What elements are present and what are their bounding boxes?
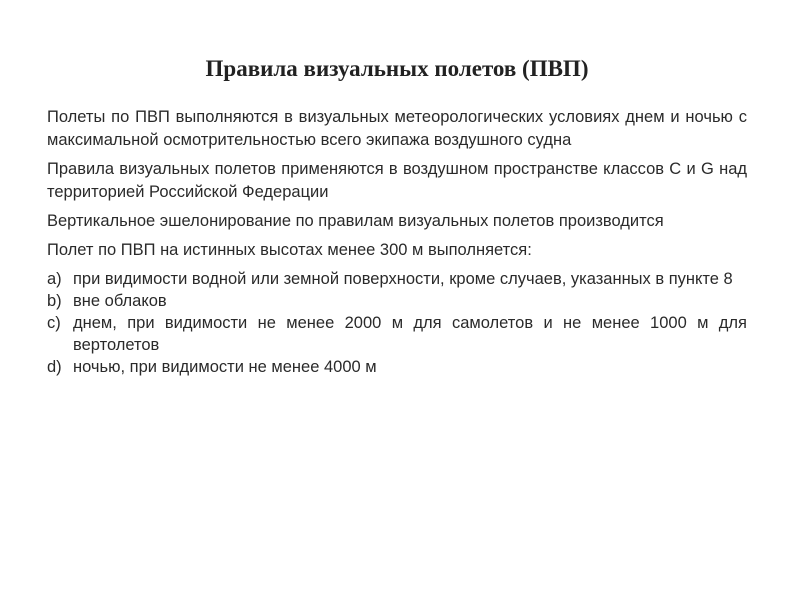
list-item-text: вне облаков: [73, 292, 167, 310]
list-item: [47, 268, 747, 290]
list-item: [47, 356, 747, 378]
paragraph-airspace-classes: Правила визуальных полетов применяются в воздушном пространстве классов С и G над территорией Российской Федерации: [47, 160, 747, 201]
list-item-text: ночью, при видимости не менее 4000 м: [73, 358, 377, 376]
slide-content: [47, 106, 747, 378]
list-item: [47, 290, 747, 312]
list-item-text: при видимости водной или земной поверхности, кроме случаев, указанных в пункте 8: [73, 270, 733, 288]
list-item: [47, 312, 747, 356]
conditions-list: [47, 268, 747, 378]
paragraph-vmc: Полеты по ПВП выполняются в визуальных метеорологических условиях днем и ночью с максимальной осмотрительностью всего экипажа воздушного судна: [47, 108, 747, 149]
list-marker: b): [47, 292, 62, 310]
slide-title: Правила визуальных полетов (ПВП): [205, 56, 589, 81]
list-marker: c): [47, 314, 61, 332]
list-item-text: днем, при видимости не менее 2000 м для самолетов и не менее 1000 м для вертолетов: [73, 314, 747, 354]
list-marker: a): [47, 270, 62, 288]
paragraph-vertical-separation: Вертикальное эшелонирование по правилам визуальных полетов производится: [47, 212, 664, 230]
list-marker: d): [47, 358, 62, 376]
paragraph-low-altitude: Полет по ПВП на истинных высотах менее 300 м выполняется:: [47, 241, 532, 259]
